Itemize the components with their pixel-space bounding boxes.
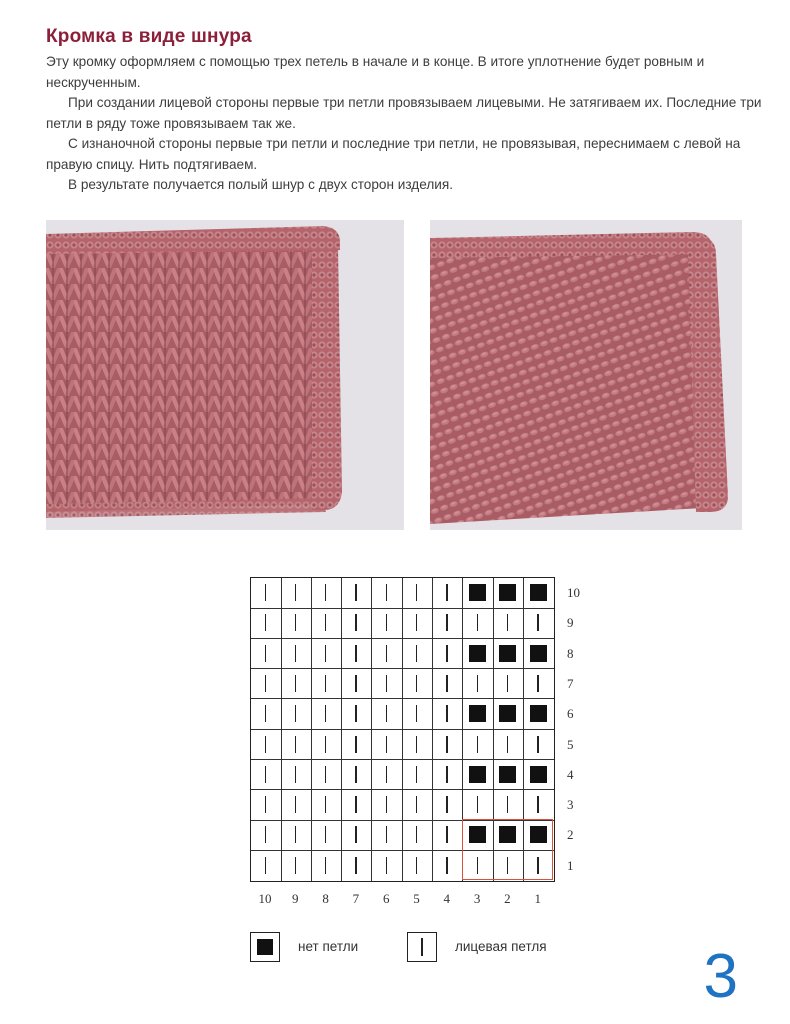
chart-cell — [251, 699, 282, 730]
column-number-label: 7 — [352, 891, 360, 906]
chart-cell — [524, 790, 555, 821]
chart-cell — [493, 578, 524, 609]
vertical-bar-icon — [355, 857, 356, 874]
chart-cell — [524, 669, 555, 700]
vertical-bar-icon — [386, 705, 387, 722]
chart-cell — [251, 608, 282, 639]
chart-cell — [312, 851, 343, 882]
vertical-bar-icon — [477, 736, 478, 753]
no-stitch-symbol — [250, 932, 280, 962]
vertical-bar-icon — [446, 796, 447, 813]
row-number-label: 4 — [567, 766, 574, 782]
vertical-bar-icon — [325, 584, 326, 601]
chart-cell — [312, 790, 343, 821]
chart-cell — [403, 699, 434, 730]
column-number-label: 2 — [504, 891, 511, 906]
vertical-bar-icon — [355, 705, 356, 722]
vertical-bar-icon — [446, 826, 447, 843]
chart-cell — [403, 851, 434, 882]
row-number-label: 2 — [567, 827, 574, 843]
chart-cell — [433, 820, 464, 851]
vertical-bar-icon — [537, 796, 538, 813]
vertical-bar-icon — [295, 796, 296, 813]
vertical-bar-icon — [507, 796, 508, 813]
chart-cell — [281, 578, 312, 609]
chart-cell — [372, 608, 403, 639]
chart-cell — [312, 730, 343, 761]
chart-cell — [251, 820, 282, 851]
chart-cell — [403, 639, 434, 670]
chart-cell — [372, 730, 403, 761]
chart-cell — [463, 730, 494, 761]
vertical-bar-icon — [295, 614, 296, 631]
filled-square-icon — [469, 645, 486, 662]
row-number-label: 3 — [567, 797, 574, 813]
vertical-bar-icon — [446, 857, 447, 874]
page-number: 3 — [703, 942, 738, 1011]
knit-sample-stockinette-photo — [46, 220, 404, 530]
chart-cell — [251, 578, 282, 609]
vertical-bar-icon — [386, 736, 387, 753]
vertical-bar-icon — [265, 645, 266, 662]
vertical-bar-icon — [507, 736, 508, 753]
chart-cell — [524, 699, 555, 730]
body-text — [46, 52, 776, 196]
vertical-bar-icon — [416, 857, 417, 874]
vertical-bar-icon — [265, 857, 266, 874]
paragraph-intro: Эту кромку оформляем с помощью трех петель в начале и в конце. В итоге уплотнение будет ровным и нескрученным. — [46, 54, 705, 90]
vertical-bar-icon — [355, 826, 356, 843]
vertical-bar-icon — [325, 826, 326, 843]
vertical-bar-icon — [416, 645, 417, 662]
vertical-bar-icon — [325, 705, 326, 722]
vertical-bar-icon — [265, 614, 266, 631]
chart-cell — [493, 608, 524, 639]
vertical-bar-icon — [355, 796, 356, 813]
vertical-bar-icon — [477, 675, 478, 692]
vertical-bar-icon — [537, 736, 538, 753]
chart-cell — [403, 760, 434, 791]
vertical-bar-icon — [386, 614, 387, 631]
chart-cell — [524, 730, 555, 761]
chart-cell — [463, 699, 494, 730]
chart-cell — [342, 790, 373, 821]
chart-cell — [524, 760, 555, 791]
chart-cell — [281, 730, 312, 761]
chart-cell — [281, 639, 312, 670]
vertical-bar-icon — [386, 766, 387, 783]
vertical-bar-icon — [295, 736, 296, 753]
vertical-bar-icon — [446, 614, 447, 631]
filled-square-icon — [469, 584, 486, 601]
vertical-bar-icon — [325, 766, 326, 783]
column-number-label: 5 — [413, 891, 420, 906]
vertical-bar-icon — [416, 796, 417, 813]
column-number-label: 4 — [443, 891, 451, 906]
row-number-label: 8 — [567, 645, 574, 661]
chart-cell — [493, 790, 524, 821]
vertical-bar-icon — [325, 796, 326, 813]
chart-cell — [524, 578, 555, 609]
chart-cell — [372, 790, 403, 821]
vertical-bar-icon — [446, 766, 447, 783]
filled-square-icon — [499, 766, 516, 783]
vertical-bar-icon — [265, 736, 266, 753]
chart-cell — [403, 820, 434, 851]
paragraph-result: В результате получается полый шнур с двух сторон изделия. — [68, 177, 454, 192]
vertical-bar-icon — [477, 796, 478, 813]
vertical-bar-icon — [446, 584, 447, 601]
vertical-bar-icon — [355, 584, 356, 601]
column-number-label: 6 — [382, 891, 390, 906]
chart-cell — [251, 760, 282, 791]
chart-cell — [251, 851, 282, 882]
chart-cell — [433, 669, 464, 700]
vertical-bar-icon — [416, 614, 417, 631]
chart-cell — [312, 699, 343, 730]
chart-cell — [463, 760, 494, 791]
chart-cell — [281, 790, 312, 821]
chart-cell — [342, 669, 373, 700]
vertical-bar-icon — [265, 584, 266, 601]
row-number-label: 7 — [567, 675, 574, 691]
chart-cell — [312, 578, 343, 609]
paragraph-back-side: С изнаночной стороны первые три петли и последние три петли, не провязывая, переснимаем с левой на правую спицу. Нить подтягиваем. — [46, 136, 741, 172]
vertical-bar-icon — [295, 584, 296, 601]
chart-cell — [433, 790, 464, 821]
chart-cell — [342, 730, 373, 761]
chart-cell — [403, 730, 434, 761]
knit-stitch-label: лицевая петля — [455, 939, 547, 954]
chart-cell — [433, 578, 464, 609]
row-number-label: 1 — [567, 857, 574, 873]
chart-cell — [463, 608, 494, 639]
chart-cell — [281, 608, 312, 639]
vertical-bar-icon — [295, 675, 296, 692]
chart-cell — [251, 790, 282, 821]
chart-cell — [433, 851, 464, 882]
vertical-bar-icon — [386, 857, 387, 874]
chart-cell — [372, 851, 403, 882]
vertical-bar-icon — [355, 736, 356, 753]
chart-cell — [342, 760, 373, 791]
filled-square-icon — [530, 645, 547, 662]
filled-square-icon — [499, 705, 516, 722]
column-number-label: 8 — [322, 891, 329, 906]
no-stitch-label: нет петли — [298, 939, 359, 954]
chart-cell — [342, 851, 373, 882]
filled-square-icon — [530, 705, 547, 722]
chart-cell — [433, 639, 464, 670]
vertical-bar-icon — [507, 675, 508, 692]
vertical-bar-icon — [446, 705, 447, 722]
chart-cell — [433, 608, 464, 639]
vertical-bar-icon — [416, 584, 417, 601]
chart-cell — [342, 699, 373, 730]
vertical-bar-icon — [355, 614, 356, 631]
vertical-bar-icon — [265, 826, 266, 843]
vertical-bar-icon — [537, 675, 538, 692]
chart-cell — [493, 760, 524, 791]
chart-cell — [312, 639, 343, 670]
vertical-bar-icon — [537, 614, 538, 631]
vertical-bar-icon — [446, 736, 447, 753]
chart-cell — [251, 730, 282, 761]
vertical-bar-icon — [355, 675, 356, 692]
row-number-label: 5 — [567, 736, 574, 752]
vertical-bar-icon — [295, 705, 296, 722]
vertical-bar-icon — [325, 736, 326, 753]
chart-cell — [342, 639, 373, 670]
chart-cell — [372, 639, 403, 670]
chart-cell — [342, 578, 373, 609]
chart-cell — [251, 639, 282, 670]
chart-cell — [281, 699, 312, 730]
chart-cell — [312, 669, 343, 700]
chart-cell — [281, 760, 312, 791]
chart-cell — [433, 699, 464, 730]
chart-cell — [372, 578, 403, 609]
vertical-bar-icon — [386, 645, 387, 662]
vertical-bar-icon — [325, 857, 326, 874]
vertical-bar-icon — [416, 736, 417, 753]
chart-cell — [403, 790, 434, 821]
chart-cell — [372, 820, 403, 851]
knit-stitch-symbol — [407, 932, 437, 962]
section-heading: Кромка в виде шнура — [46, 26, 252, 47]
chart-cell — [524, 608, 555, 639]
chart-cell — [493, 730, 524, 761]
chart-cell — [312, 760, 343, 791]
vertical-bar-icon — [416, 705, 417, 722]
chart-cell — [493, 699, 524, 730]
vertical-bar-icon — [295, 857, 296, 874]
vertical-bar-icon — [325, 645, 326, 662]
chart-cell — [372, 760, 403, 791]
vertical-bar-icon — [477, 614, 478, 631]
vertical-bar-icon — [265, 705, 266, 722]
vertical-bar-icon — [265, 675, 266, 692]
vertical-bar-icon — [355, 766, 356, 783]
vertical-bar-icon — [416, 675, 417, 692]
vertical-bar-icon — [446, 645, 447, 662]
vertical-bar-icon — [416, 766, 417, 783]
chart-cell — [524, 639, 555, 670]
filled-square-icon — [257, 939, 273, 955]
chart-cell — [312, 820, 343, 851]
chart-cell — [251, 669, 282, 700]
repeat-highlight-box — [462, 819, 553, 880]
filled-square-icon — [530, 766, 547, 783]
row-number-label: 10 — [567, 585, 580, 600]
column-number-label: 9 — [292, 891, 299, 906]
vertical-bar-icon — [295, 766, 296, 783]
chart-cell — [281, 669, 312, 700]
chart-cell — [403, 608, 434, 639]
chart-cell — [372, 669, 403, 700]
chart-cell — [403, 669, 434, 700]
column-number-label: 3 — [473, 891, 481, 906]
row-number-label: 6 — [567, 706, 574, 722]
vertical-bar-icon — [507, 614, 508, 631]
chart-cell — [463, 790, 494, 821]
vertical-bar-icon — [265, 796, 266, 813]
chart-cell — [342, 608, 373, 639]
chart-cell — [342, 820, 373, 851]
chart-cell — [281, 820, 312, 851]
chart-cell — [463, 669, 494, 700]
chart-cell — [493, 639, 524, 670]
vertical-bar-icon — [386, 584, 387, 601]
chart-cell — [433, 760, 464, 791]
vertical-bar-icon — [446, 675, 447, 692]
filled-square-icon — [469, 766, 486, 783]
vertical-bar-icon — [295, 645, 296, 662]
knit-sample-garter-photo — [430, 220, 742, 530]
chart-cell — [433, 730, 464, 761]
chart-cell — [463, 639, 494, 670]
filled-square-icon — [499, 584, 516, 601]
chart-cell — [372, 699, 403, 730]
chart-cell — [493, 669, 524, 700]
paragraph-front-side: При создании лицевой стороны первые три петли провязываем лицевыми. Не затягиваем их. Последние три петли в ряду тоже провязываем так же. — [46, 95, 762, 131]
vertical-bar-icon — [386, 796, 387, 813]
vertical-bar-icon — [386, 826, 387, 843]
filled-square-icon — [499, 645, 516, 662]
chart-cell — [281, 851, 312, 882]
column-number-label: 10 — [258, 891, 272, 906]
vertical-bar-icon — [386, 675, 387, 692]
filled-square-icon — [530, 584, 547, 601]
column-number-label: 1 — [534, 891, 541, 906]
vertical-bar-icon — [416, 826, 417, 843]
vertical-bar-icon — [355, 645, 356, 662]
vertical-bar-icon — [325, 675, 326, 692]
vertical-bar-icon — [295, 826, 296, 843]
chart-cell — [403, 578, 434, 609]
chart-cell — [312, 608, 343, 639]
filled-square-icon — [469, 705, 486, 722]
chart-cell — [463, 578, 494, 609]
vertical-bar-icon — [265, 766, 266, 783]
row-number-label: 9 — [567, 615, 574, 631]
vertical-bar-icon — [421, 938, 423, 956]
vertical-bar-icon — [325, 614, 326, 631]
